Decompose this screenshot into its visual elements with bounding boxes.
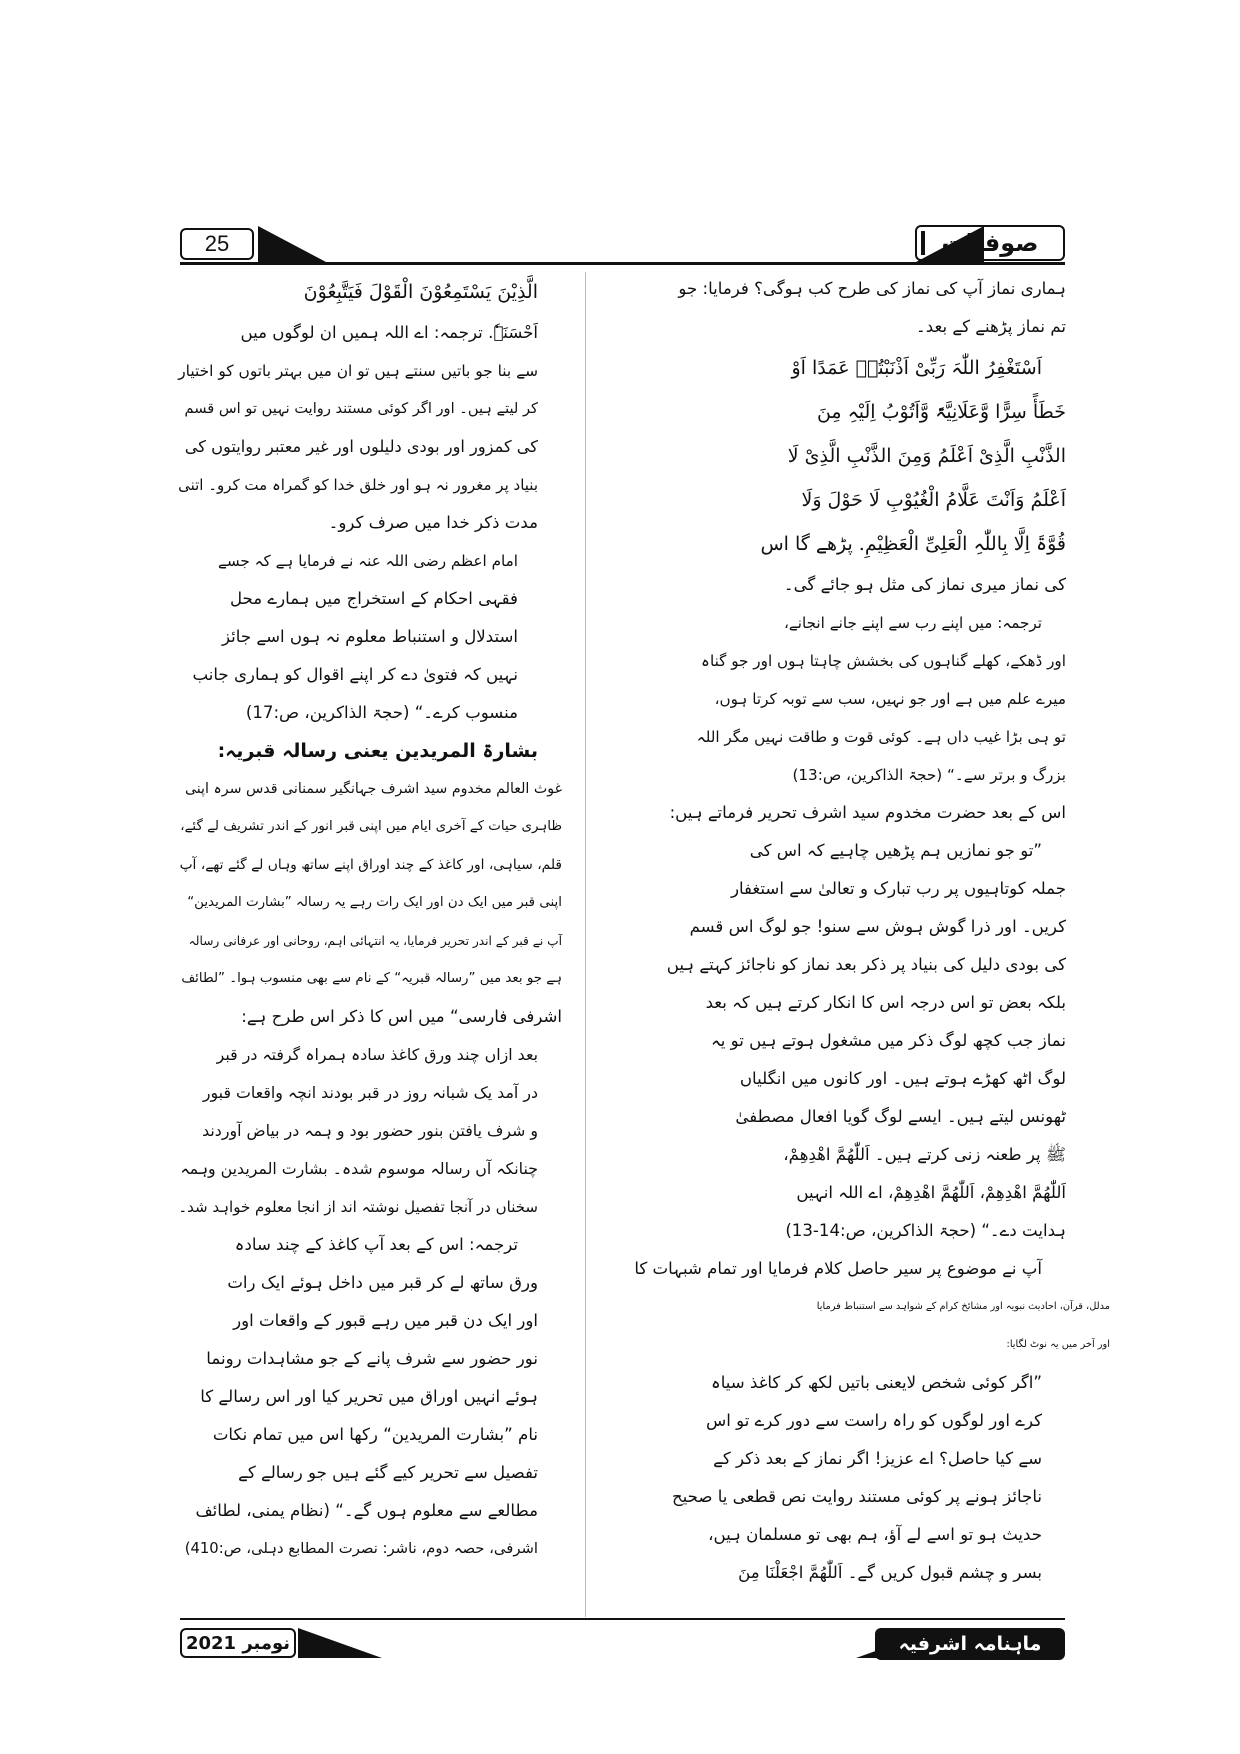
right-column-line: سے کیا حاصل؟ اے عزیز! اگر نماز کے بعد ذکر کے [713, 1449, 1042, 1468]
right-column-line: کی نماز میری نماز کی مثل ہو جائے گی۔ [783, 575, 1066, 594]
left-column-line: اپنی قبر میں ایک دن اور ایک رات رہے یہ رسالہ ”بشارت المریدین“ [187, 895, 562, 910]
right-column-line: میرے علم میں ہے اور جو نہیں، سب سے توبہ کرتا ہوں، [714, 690, 1066, 708]
magazine-name: ماہنامہ اشرفیہ [875, 1628, 1065, 1660]
left-column-line: اور ایک دن قبر میں رہے قبور کے واقعات اور [233, 1311, 538, 1330]
right-column-line: کریں۔ اور ذرا گوش ہوش سے سنو! جو لوگ اس قسم [689, 917, 1066, 936]
right-column-line: نماز جب کچھ لوگ ذکر میں مشغول ہوتے ہیں تو یہ [711, 1031, 1066, 1050]
right-column-line: ”اگر کوئی شخص لایعنی باتیں لکھ کر کاغذ سیاہ [711, 1373, 1042, 1392]
right-column-line: ہدایت دے۔“ (حجۃ الذاکرین، ص:14-13) [785, 1221, 1066, 1240]
right-column-line: کی بودی دلیل کی بنیاد پر ذکر بعد نماز کو ناجائز کہتے ہیں [666, 955, 1066, 974]
left-column-line: بعد ازاں چند ورق کاغذ سادہ ہمراہ گرفتہ در قبر [216, 1045, 538, 1064]
left-column-line: ہے جو بعد میں ”رسالہ قبریہ“ کے نام سے بھی منسوب ہوا۔ ”لطائف [181, 971, 562, 986]
right-column-line: ”تو جو نمازیں ہم پڑھیں چاہیے کہ اس کی [749, 841, 1042, 860]
header-ornament-left [258, 226, 326, 262]
right-column-line: لوگ اٹھ کھڑے ہوتے ہیں۔ اور کانوں میں انگلیاں [739, 1069, 1066, 1088]
left-column-line: سخناں در آنجا تفصیل نوشتہ اند از انجا معلوم خواہد شد۔ [178, 1198, 538, 1216]
right-column [608, 270, 1110, 1615]
left-column-line: مطالعے سے معلوم ہوں گے۔“ (نظام یمنی، لطائف [195, 1501, 538, 1520]
left-column-line: و شرف یافتن بنور حضور بود و ہمہ در بیاض آوردند [202, 1121, 538, 1140]
column-divider [585, 272, 586, 1617]
left-column-line: ورق ساتھ لے کر قبر میں داخل ہوئے ایک رات [227, 1273, 538, 1292]
right-column-line: ٹھونس لیتے ہیں۔ ایسے لوگ گویا افعال مصطفیٰ [735, 1107, 1066, 1126]
right-column-line: جملہ کوتاہیوں پر رب تبارک و تعالیٰ سے استغفار [730, 879, 1066, 898]
left-column-line: تفصیل سے تحریر کیے گئے ہیں جو رسالے کے [238, 1463, 538, 1482]
right-column-line: الذَّنْبِ الَّذِیْ اَعْلَمُ وَمِنَ الذَّنْبِ الَّذِیْ لَا [787, 445, 1066, 467]
left-column-line: چنانکہ آں رسالہ موسوم شدہ۔ بشارت المریدین وہمہ [180, 1159, 538, 1178]
right-column-line: بزرگ و برتر سے۔“ (حجۃ الذاکرین، ص:13) [792, 766, 1066, 784]
left-column-line: غوث العالم مخدوم سید اشرف جہانگیر سمنانی قدس سرہ اپنی [184, 781, 562, 797]
right-column-line: اَسْتَغْفِرُ اللّٰہَ رَبِّیْ اَذْنَبْتُہٗ عَمَدًا اَوْ [791, 357, 1042, 379]
right-column-line: بلکہ بعض تو اس درجہ اس کا انکار کرتے ہیں کہ بعد [705, 993, 1066, 1012]
left-column-line: قلم، سیاہی، اور کاغذ کے چند اوراق اپنے ساتھ وہاں لے گئے تھے، آپ [179, 857, 562, 873]
left-column-line: نہیں کہ فتویٰ دے کر اپنے اقوال کو ہماری جانب [192, 665, 518, 684]
right-column-line: ہماری نماز آپ کی نماز کی طرح کب ہوگی؟ فرمایا: جو [678, 279, 1066, 298]
left-column-line: استدلال و استنباط معلوم نہ ہوں اسے جائز [221, 627, 518, 646]
right-column-line: کرے اور لوگوں کو راہ راست سے دور کرے تو اس [706, 1411, 1042, 1430]
right-column-line: اَللّٰھُمَّ اھْدِھِمْ، اَللّٰھُمَّ اھْدِھِمْ، اے اللہ انہیں [796, 1183, 1066, 1202]
right-column-line: بسر و چشم قبول کریں گے۔ اَللّٰھُمَّ اجْعَلْنَا مِنَ [738, 1563, 1042, 1582]
left-column [180, 270, 562, 1615]
right-column-line: ناجائز ہونے پر کوئی مستند روایت نص قطعی یا صحیح [671, 1487, 1042, 1506]
left-column-line: نام ”بشارت المریدین“ رکھا اس میں تمام نکات [212, 1425, 538, 1444]
footer-rule [180, 1618, 1065, 1620]
left-column-line: نور حضور سے شرف پانے کے جو مشاہدات رونما [206, 1349, 538, 1368]
right-column-line: قُوَّۃَ اِلَّا بِاللّٰہِ الْعَلِیِّ الْعَظِیْمِ. پڑھے گا اس [760, 533, 1066, 555]
left-column-line: مدت ذکر خدا میں صرف کرو۔ [328, 513, 538, 532]
right-column-line: حدیث ہو تو اسے لے آؤ، ہم بھی تو مسلمان ہیں، [708, 1525, 1042, 1544]
right-column-line: تم نماز پڑھنے کے بعد۔ [916, 317, 1066, 336]
left-column-line: فقہی احکام کے استخراج میں ہمارے محل [229, 589, 518, 608]
left-column-line: کی کمزور اور بودی دلیلوں اور غیر معتبر روایتوں کی [184, 437, 538, 456]
left-column-line: ہوئے انہیں اوراق میں تحریر کیا اور اس رسالے کا [200, 1387, 538, 1406]
left-column-line: ترجمہ: اس کے بعد آپ کاغذ کے چند سادہ [234, 1235, 518, 1254]
right-column-line: مدلل، قرآن، احادیث نبویہ اور مشائخ کرام کے شواہد سے استنباط فرمایا [816, 1301, 1110, 1312]
left-column-line: کر لیتے ہیں۔ اور اگر کوئی مستند روایت نہیں تو اس قسم [184, 400, 538, 417]
right-column-line: اور ڈھکے، کھلے گناہوں کی بخشش چاہتا ہوں اور جو گناہ [701, 652, 1066, 670]
left-column-line: الَّذِیْنَ یَسْتَمِعُوْنَ الْقَوْلَ فَیَتَّبِعُوْنَ [303, 281, 538, 303]
left-column-line: اشرفی فارسی“ میں اس کا ذکر اس طرح ہے: [241, 1007, 562, 1026]
right-column-line: اس کے بعد حضرت مخدوم سید اشرف تحریر فرماتے ہیں: [669, 803, 1066, 822]
header-rule [180, 262, 1065, 265]
issue-date: نومبر 2021 [180, 1628, 296, 1658]
left-column-line: سے بنا جو باتیں سنتے ہیں تو ان میں بہتر باتوں کو اختیار [178, 362, 538, 380]
section-title-box [915, 225, 1065, 261]
brand-accent-bar [921, 231, 925, 255]
right-column-line: تو ہی بڑا غیب داں ہے۔ کوئی قوت و طاقت نہیں مگر اللہ [696, 728, 1066, 746]
left-column-line: امام اعظم رضی اللہ عنہ نے فرمایا ہے کہ جسے [217, 552, 518, 570]
section-title: صوفیات [941, 229, 1039, 257]
right-column-line: ترجمہ: میں اپنے رب سے اپنے جانے انجانے، [783, 614, 1042, 632]
left-column-line: ظاہری حیات کے آخری ایام میں اپنی قبر انور کے اندر تشریف لے گئے، [180, 819, 562, 834]
left-column-line: بشارۃ المریدین یعنی رسالہ قبریہ: [217, 740, 538, 762]
footer-ornament-left [298, 1628, 382, 1658]
left-column-line: آپ نے قبر کے اندر تحریر فرمایا، یہ انتہائی اہم، روحانی اور عرفانی رسالہ [188, 934, 562, 948]
right-column-line: خَطَأً سِرًّا وَّعَلَانِیَّۃً وَّاَتُوْبُ اِلَیْہِ مِنَ [816, 401, 1066, 423]
left-column-line: اشرفی، حصہ دوم، ناشر: نصرت المطابع دہلی، ص:410) [184, 1540, 538, 1557]
right-column-line: اور آخر میں یہ نوٹ لگایا: [1006, 1339, 1110, 1350]
left-column-line: بنیاد پر مغرور نہ ہو اور خلق خدا کو گمراہ مت کرو۔ اتنی [178, 476, 538, 494]
left-column-line: اَحْسَنَہٗ. ترجمہ: اے اللہ ہمیں ان لوگوں میں [240, 323, 538, 342]
right-column-line: اَعْلَمُ وَاَنْتَ عَلَّامُ الْغُیُوْبِ لَا حَوْلَ وَلَا [801, 489, 1066, 511]
right-column-line: آپ نے موضوع پر سیر حاصل کلام فرمایا اور تمام شبہات کا [634, 1259, 1042, 1278]
right-column-line: ﷺ پر طعنہ زنی کرتے ہیں۔ اَللّٰھُمَّ اھْدِھِمْ، [783, 1145, 1066, 1164]
left-column-line: منسوب کرے۔“ (حجۃ الذاکرین، ص:17) [245, 703, 518, 722]
page-number: 25 [180, 228, 254, 260]
left-column-line: در آمد یک شبانہ روز در قبر بودند انچہ واقعات قبور [202, 1083, 538, 1102]
